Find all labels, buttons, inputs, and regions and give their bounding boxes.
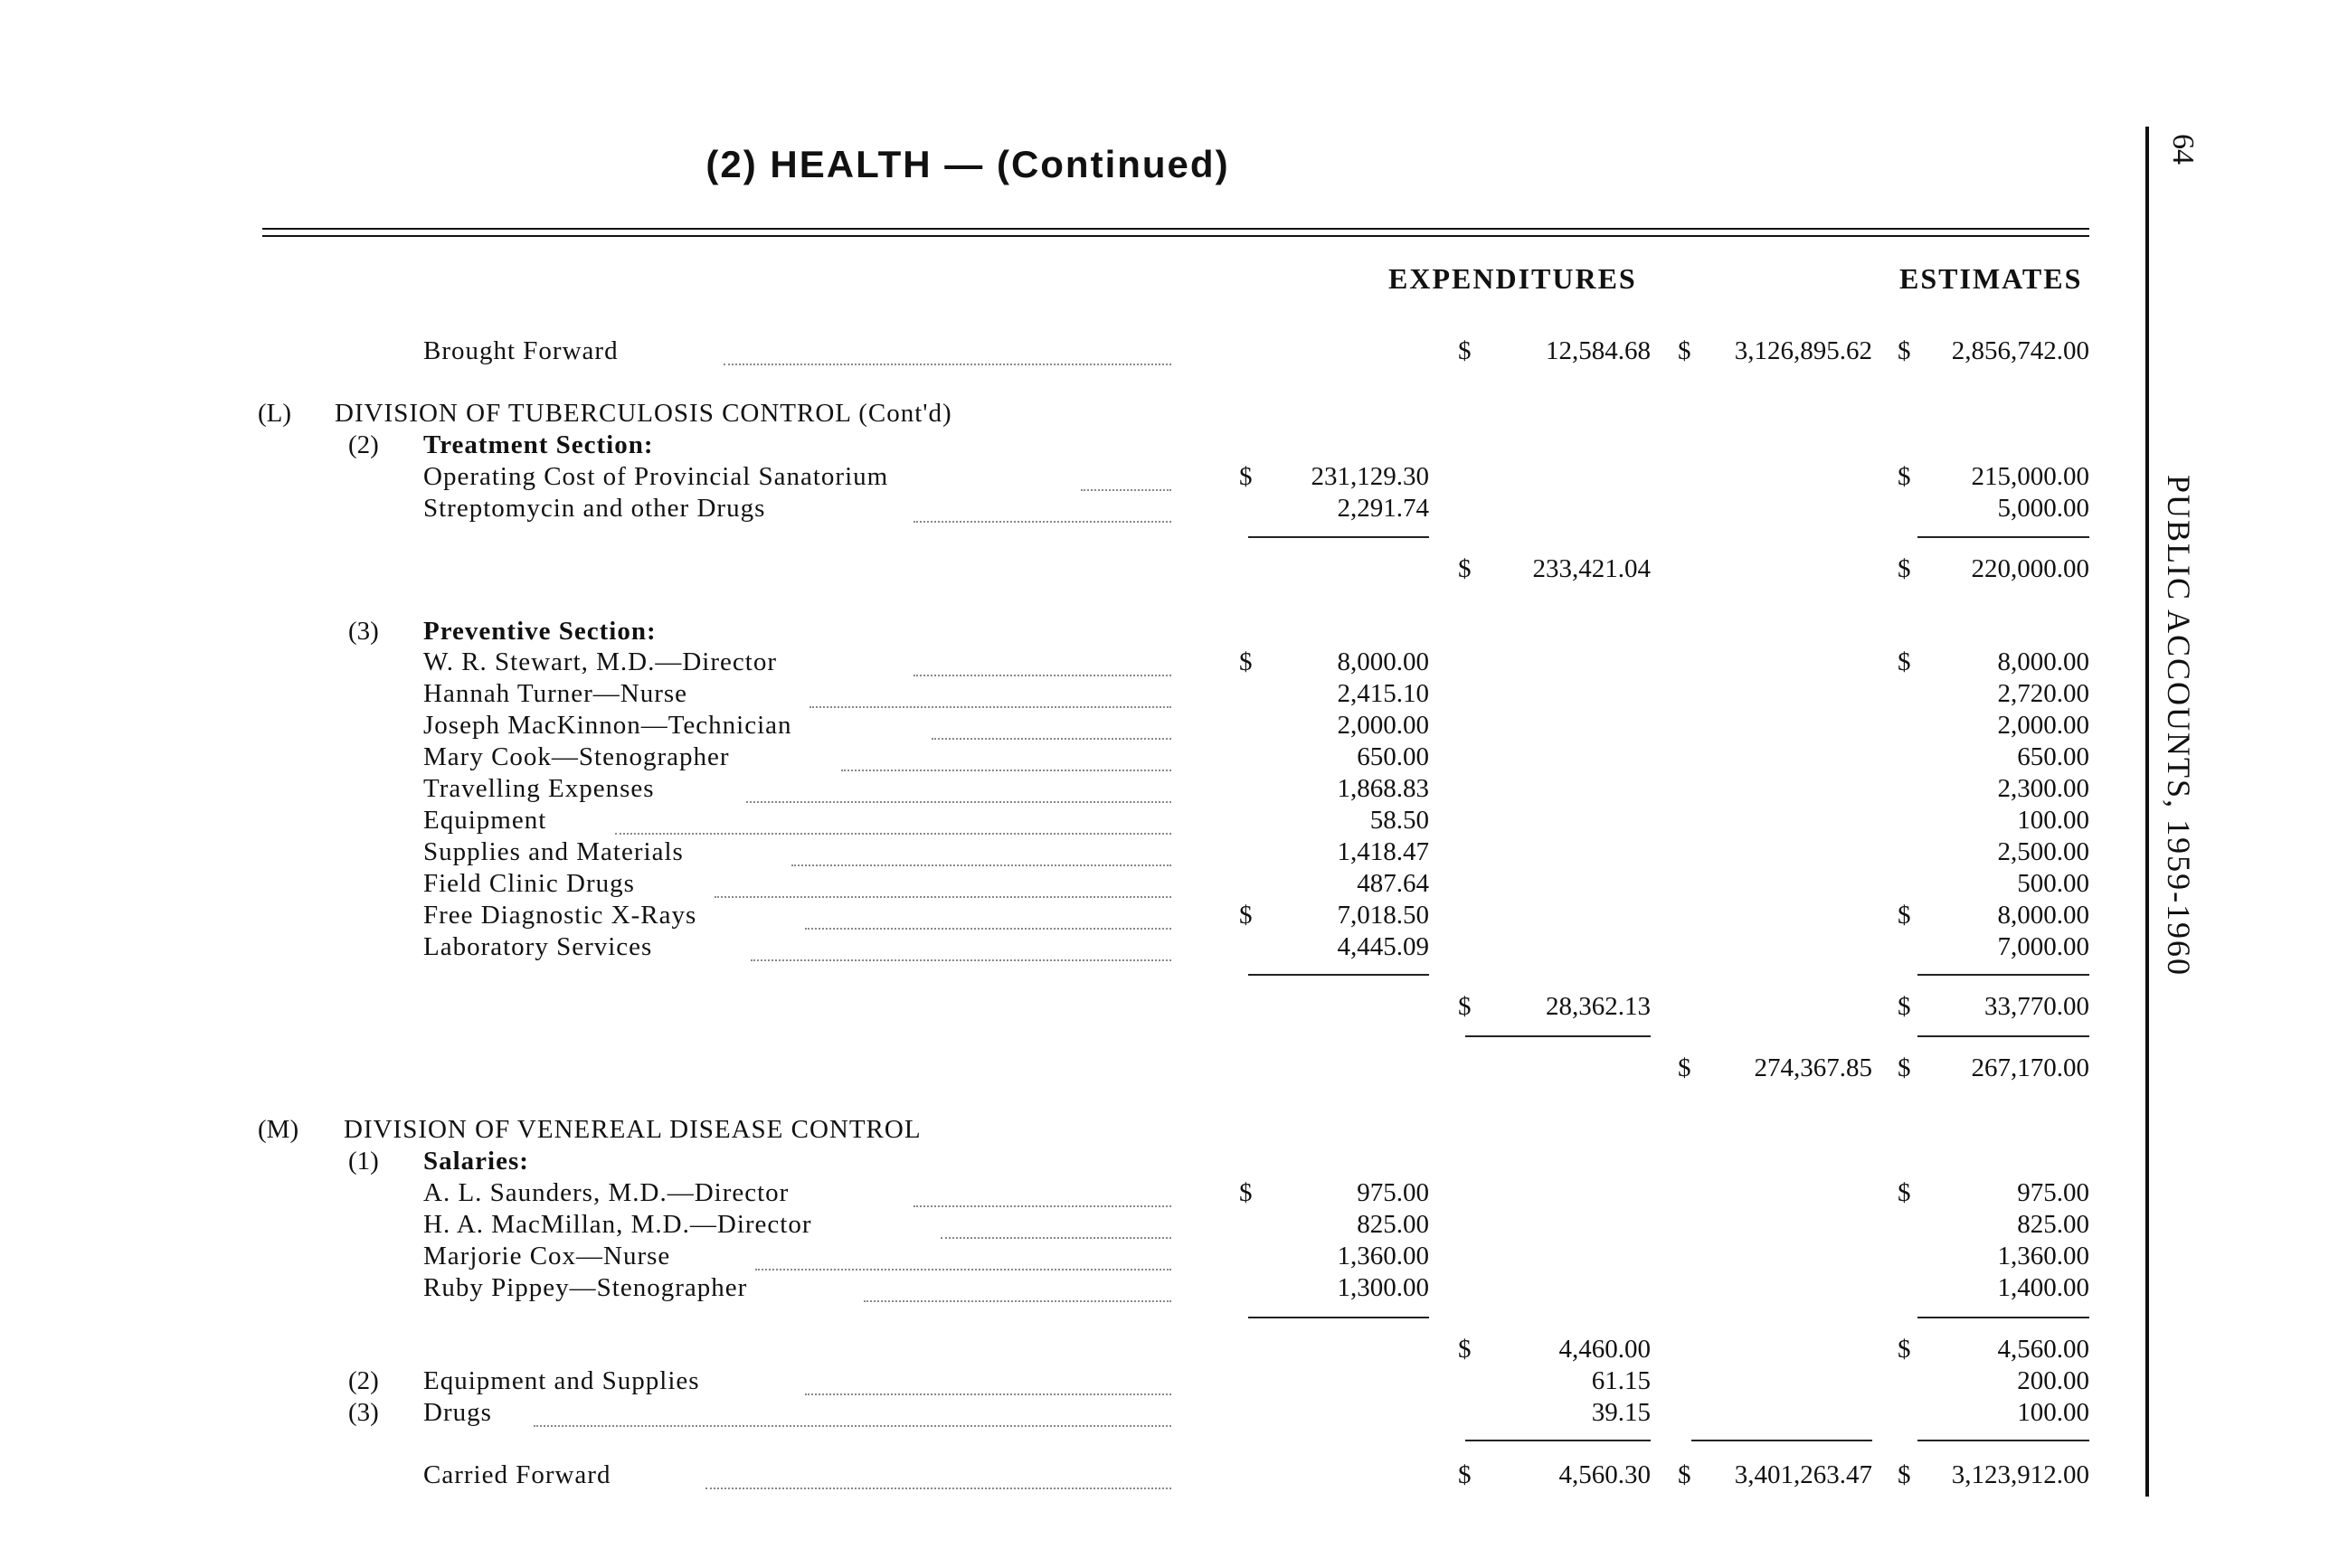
expenditure-subtotal: 39.15 <box>1591 1398 1651 1427</box>
expenditure-subtotal: 61.15 <box>1591 1366 1651 1395</box>
estimate-value: 4,560.00 <box>1997 1335 2089 1364</box>
line-item-row <box>0 1210 2144 1242</box>
total-underline <box>1465 1440 1651 1441</box>
dollar-sign: $ <box>1458 992 1472 1021</box>
estimate-value: 33,770.00 <box>1984 992 2089 1021</box>
row-label: Supplies and Materials <box>423 837 684 866</box>
section-heading-l2 <box>0 430 2144 463</box>
section-number: (2) <box>348 430 379 459</box>
dollar-sign: $ <box>1898 992 1911 1021</box>
row-label: Marjorie Cox—Nurse <box>423 1242 671 1270</box>
dot-leader <box>1081 462 1171 491</box>
row-label: Streptomycin and other Drugs <box>423 494 766 523</box>
row-label: Operating Cost of Provincial Sanatorium <box>423 462 889 491</box>
dollar-sign: $ <box>1898 462 1911 491</box>
estimates-header: ESTIMATES <box>1899 262 2083 295</box>
line-item-row <box>0 901 2144 933</box>
dot-leader <box>941 1210 1171 1239</box>
division-heading-l <box>0 399 2144 431</box>
dollar-sign: $ <box>1239 901 1253 930</box>
line-item-row <box>0 1366 2144 1399</box>
row-label: Mary Cook—Stenographer <box>423 742 730 771</box>
dot-leader <box>805 1366 1171 1395</box>
estimate-value: 975.00 <box>2017 1178 2089 1207</box>
dollar-sign: $ <box>1898 901 1911 930</box>
estimate-value: 2,500.00 <box>1997 837 2089 866</box>
estimate-value: 1,400.00 <box>1997 1273 2089 1302</box>
dollar-sign: $ <box>1458 1335 1472 1364</box>
estimate-value: 3,123,912.00 <box>1951 1460 2089 1489</box>
dollar-sign: $ <box>1898 1053 1911 1082</box>
dollar-sign: $ <box>1678 1053 1691 1082</box>
dollar-sign: $ <box>1898 1335 1911 1364</box>
expenditure-total: 274,367.85 <box>1754 1053 1872 1082</box>
dollar-sign: $ <box>1898 1460 1911 1489</box>
dot-leader <box>914 494 1171 523</box>
line-item-row <box>0 679 2144 712</box>
section-heading-m1 <box>0 1147 2144 1179</box>
dollar-sign: $ <box>1458 336 1472 365</box>
dollar-sign: $ <box>1458 554 1472 583</box>
expenditure-subtotal: 4,560.30 <box>1558 1460 1651 1489</box>
estimate-value: 2,300.00 <box>1997 774 2089 803</box>
expenditure-item: 975.00 <box>1357 1178 1429 1207</box>
estimate-value: 8,000.00 <box>1997 901 2089 930</box>
row-label: W. R. Stewart, M.D.—Director <box>423 647 777 676</box>
dot-leader <box>705 1460 1171 1489</box>
line-item-row <box>0 647 2144 680</box>
expenditure-item: 1,300.00 <box>1337 1273 1429 1302</box>
row-label: Laboratory Services <box>423 932 653 961</box>
expenditure-item: 231,129.30 <box>1311 462 1429 491</box>
section-number: (3) <box>348 1398 379 1427</box>
expenditure-item: 1,360.00 <box>1337 1242 1429 1270</box>
total-underline <box>1465 1035 1651 1037</box>
dollar-sign: $ <box>1898 647 1911 676</box>
dot-leader <box>755 1242 1171 1270</box>
expenditure-item: 487.64 <box>1357 869 1429 898</box>
margin-rule <box>2145 127 2149 1497</box>
section-heading-l3 <box>0 617 2144 649</box>
dollar-sign: $ <box>1678 336 1691 365</box>
expenditure-item: 1,868.83 <box>1337 774 1429 803</box>
page-title: (2) HEALTH — (Continued) <box>705 143 1230 185</box>
line-item-row <box>0 494 2144 526</box>
total-underline <box>1917 1035 2089 1037</box>
subtotal-underline <box>1917 974 2089 976</box>
dot-leader <box>914 1178 1171 1207</box>
expenditure-item: 7,018.50 <box>1337 901 1429 930</box>
dot-leader <box>791 837 1171 866</box>
estimate-value: 825.00 <box>2017 1210 2089 1239</box>
line-item-row <box>0 1242 2144 1274</box>
estimate-value: 100.00 <box>2017 1398 2089 1427</box>
dollar-sign: $ <box>1239 1178 1253 1207</box>
expenditure-subtotal: 12,584.68 <box>1546 336 1651 365</box>
estimate-value: 100.00 <box>2017 806 2089 835</box>
estimate-value: 267,170.00 <box>1971 1053 2089 1082</box>
row-label: Equipment and Supplies <box>423 1366 700 1395</box>
estimate-value: 2,000.00 <box>1997 711 2089 740</box>
estimate-value: 215,000.00 <box>1971 462 2089 491</box>
dot-leader <box>615 806 1171 835</box>
line-item-row <box>0 1398 2144 1431</box>
expenditure-item: 825.00 <box>1357 1210 1429 1239</box>
row-label: Travelling Expenses <box>423 774 655 803</box>
division-marker: (L) <box>258 399 292 428</box>
division-title: DIVISION OF TUBERCULOSIS CONTROL (Cont'd) <box>335 399 952 428</box>
dot-leader <box>746 774 1171 803</box>
row-label: Ruby Pippey—Stenographer <box>423 1273 748 1302</box>
estimate-value: 2,856,742.00 <box>1951 336 2089 365</box>
section-number: (2) <box>348 1366 379 1395</box>
subtotal-underline <box>1917 1317 2089 1318</box>
dot-leader <box>715 869 1171 898</box>
subtotal-row <box>0 992 2144 1025</box>
total-underline <box>1917 1440 2089 1441</box>
row-label: Brought Forward <box>423 336 619 365</box>
expenditure-item: 2,415.10 <box>1337 679 1429 708</box>
dollar-sign: $ <box>1898 1178 1911 1207</box>
line-item-row <box>0 1178 2144 1211</box>
subtotal-underline <box>1248 974 1429 976</box>
row-label: H. A. MacMillan, M.D.—Director <box>423 1210 812 1239</box>
total-underline <box>1691 1440 1872 1441</box>
subtotal-underline <box>1917 536 2089 538</box>
section-number: (3) <box>348 617 379 646</box>
expenditure-subtotal: 4,460.00 <box>1558 1335 1651 1364</box>
row-label: Carried Forward <box>423 1460 611 1489</box>
estimate-value: 1,360.00 <box>1997 1242 2089 1270</box>
dollar-sign: $ <box>1239 647 1253 676</box>
dot-leader <box>809 679 1171 708</box>
running-header: PUBLIC ACCOUNTS, 1959-1960 <box>2161 475 2197 978</box>
dot-leader <box>805 901 1171 930</box>
line-item-row <box>0 869 2144 902</box>
estimate-value: 7,000.00 <box>1997 932 2089 961</box>
line-item-row <box>0 774 2144 807</box>
dollar-sign: $ <box>1898 554 1911 583</box>
row-label: A. L. Saunders, M.D.—Director <box>423 1178 790 1207</box>
estimate-value: 220,000.00 <box>1971 554 2089 583</box>
expenditure-item: 4,445.09 <box>1337 932 1429 961</box>
division-total-row <box>0 1053 2144 1086</box>
section-title: Treatment Section: <box>423 430 654 459</box>
row-label: Hannah Turner—Nurse <box>423 679 688 708</box>
expenditure-item: 650.00 <box>1357 742 1429 771</box>
section-title: Salaries: <box>423 1147 529 1176</box>
line-item-row <box>0 742 2144 775</box>
expenditure-item: 8,000.00 <box>1337 647 1429 676</box>
estimate-value: 650.00 <box>2017 742 2089 771</box>
dot-leader <box>724 336 1171 365</box>
page-number: 64 <box>2166 134 2200 165</box>
expenditure-item: 58.50 <box>1369 806 1429 835</box>
estimate-value: 8,000.00 <box>1997 647 2089 676</box>
line-item-row <box>0 932 2144 965</box>
row-label: Joseph MacKinnon—Technician <box>423 711 792 740</box>
expenditure-total: 3,401,263.47 <box>1734 1460 1872 1489</box>
subtotal-row <box>0 1335 2144 1367</box>
dot-leader <box>914 647 1171 676</box>
line-item-row <box>0 806 2144 838</box>
expenditure-subtotal: 233,421.04 <box>1532 554 1651 583</box>
line-item-row <box>0 711 2144 743</box>
division-title: DIVISION OF VENEREAL DISEASE CONTROL <box>344 1115 922 1144</box>
expenditure-item: 2,291.74 <box>1337 494 1429 523</box>
header-rule-top <box>262 228 2089 230</box>
expenditure-item: 2,000.00 <box>1337 711 1429 740</box>
subtotal-row <box>0 554 2144 587</box>
dollar-sign: $ <box>1239 462 1253 491</box>
brought-forward-row <box>0 336 2144 369</box>
section-number: (1) <box>348 1147 379 1176</box>
dollar-sign: $ <box>1458 1460 1472 1489</box>
row-label: Equipment <box>423 806 547 835</box>
line-item-row <box>0 1273 2144 1306</box>
subtotal-underline <box>1248 536 1429 538</box>
dot-leader <box>534 1398 1171 1427</box>
dollar-sign: $ <box>1678 1460 1691 1489</box>
subtotal-underline <box>1248 1317 1429 1318</box>
estimate-value: 200.00 <box>2017 1366 2089 1395</box>
dot-leader <box>864 1273 1171 1302</box>
expenditures-header: EXPENDITURES <box>1388 262 1637 295</box>
estimate-value: 2,720.00 <box>1997 679 2089 708</box>
expenditure-item: 1,418.47 <box>1337 837 1429 866</box>
expenditure-total: 3,126,895.62 <box>1734 336 1872 365</box>
dot-leader <box>841 742 1171 771</box>
section-title: Preventive Section: <box>423 617 657 646</box>
dot-leader <box>932 711 1171 740</box>
estimate-value: 5,000.00 <box>1997 494 2089 523</box>
expenditure-subtotal: 28,362.13 <box>1546 992 1651 1021</box>
estimate-value: 500.00 <box>2017 869 2089 898</box>
header-rule-bottom <box>262 235 2089 237</box>
line-item-row <box>0 462 2144 495</box>
division-marker: (M) <box>258 1115 299 1144</box>
row-label: Field Clinic Drugs <box>423 869 635 898</box>
line-item-row <box>0 837 2144 870</box>
row-label: Drugs <box>423 1398 492 1427</box>
dot-leader <box>751 932 1171 961</box>
carried-forward-row <box>0 1460 2144 1493</box>
dollar-sign: $ <box>1898 336 1911 365</box>
row-label: Free Diagnostic X-Rays <box>423 901 697 930</box>
division-heading-m <box>0 1115 2144 1148</box>
